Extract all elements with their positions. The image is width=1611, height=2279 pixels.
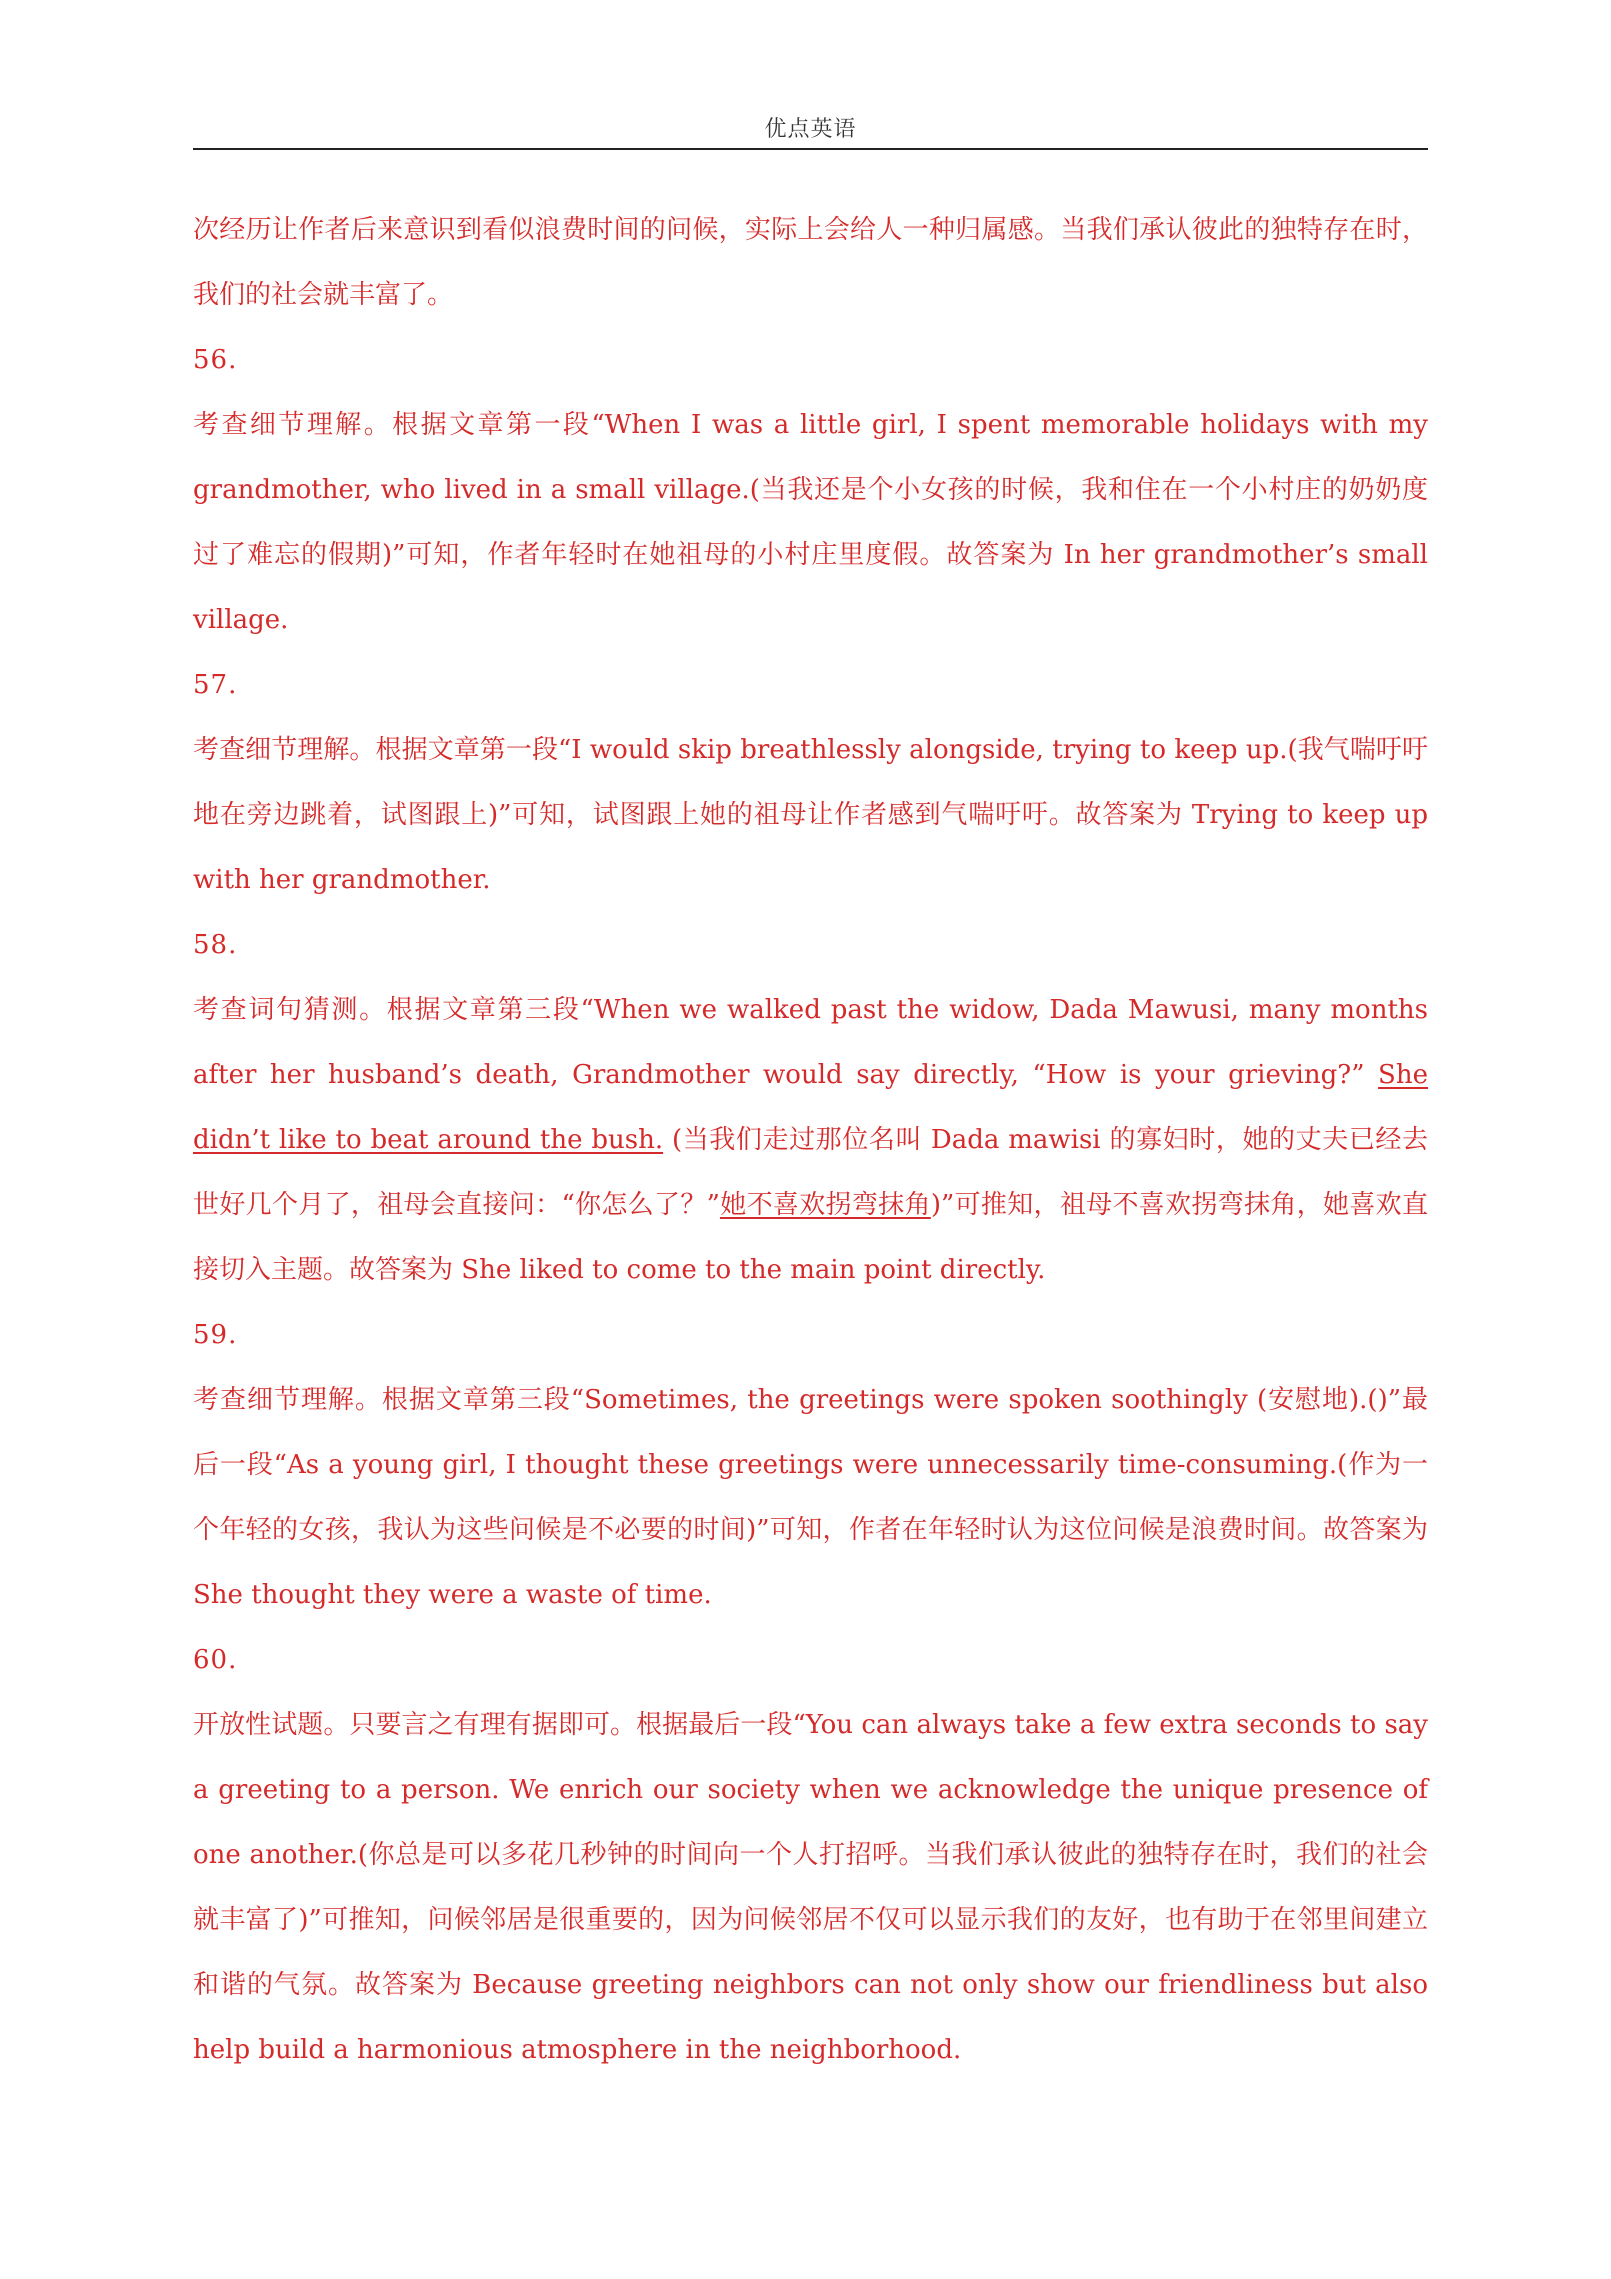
- question-58-text-part-2: (当我们走过那位名叫 Dada mawisi 的寡妇时，她的丈夫已经去世好几个月了，祖母会直接问：“你怎么了？”: [193, 1125, 1429, 1220]
- question-56-explanation: 考查细节理解。根据文章第一段“When I was a little girl, I spent memorable holidays with my grandmother, who lived in a small village.(当我还是个小女孩的时候，我和住在一个小村庄的奶奶度过了难忘的假期)”可知，作者年轻时在她祖母的小村庄里度假。故答案为 In her grandmother’s small village.: [193, 410, 1428, 635]
- question-59-explanation: 考查细节理解。根据文章第三段“Sometimes, the greetings were spoken soothingly (安慰地).()”最后一段“As a young girl, I thought these greetings were unnecessarily time-consuming.(作为一个年轻的女孩，我认为这些问候是不必要的时间)”可知，作者在年轻时认为这位问候是浪费时间。故答案为 She thought they were a waste of time.: [193, 1385, 1428, 1610]
- question-57-number: 57.: [193, 670, 238, 700]
- question-58-underlined-translation: 她不喜欢拐弯抹角: [719, 1190, 931, 1220]
- question-58-underlined-sentence: She didn’t like to beat around the bush.: [193, 1060, 1428, 1155]
- question-60-number: 60.: [193, 1645, 238, 1675]
- answer-explanations: [193, 198, 1428, 2083]
- question-58-explanation: [193, 978, 1428, 1303]
- intro-paragraph: 次经历让作者后来意识到看似浪费时间的问候，实际上会给人一种归属感。当我们承认彼此的独特存在时，我们的社会就丰富了。: [193, 215, 1428, 310]
- question-60-explanation: 开放性试题。只要言之有理有据即可。根据最后一段“You can always take a few extra seconds to say a greeting to a person. We enrich our society when we acknowledge the unique presence of one another.(你总是可以多花几秒钟的时间向一个人打招呼。当我们承认彼此的独特存在时，我们的社会就丰富了)”可推知，问候邻居是很重要的，因为问候邻居不仅可以显示我们的友好，也有助于在邻里间建立和谐的气氛。故答案为 Because greeting neighbors can not only show our friendliness but also help build a harmonious atmosphere in the neighborhood.: [193, 1710, 1428, 2065]
- question-58-number: 58.: [193, 930, 238, 960]
- header-divider: [193, 148, 1428, 150]
- question-58-text-part-3: )”可推知，祖母不喜欢拐弯抹角，她喜欢直接切入主题。故答案为 She liked to come to the main point directly.: [193, 1190, 1428, 1285]
- question-57-explanation: 考查细节理解。根据文章第一段“I would skip breathlessly alongside, trying to keep up.(我气喘吁吁地在旁边跳着，试图跟上)”可知，试图跟上她的祖母让作者感到气喘吁吁。故答案为 Trying to keep up with her grandmother.: [193, 735, 1428, 895]
- question-58-text-part-1: 考查词句猜测。根据文章第三段“When we walked past the widow, Dada Mawusi, many months after her husband’s death, Grandmother would say directly, “How is your grieving?”: [193, 995, 1428, 1090]
- question-56-number: 56.: [193, 345, 238, 375]
- page-header: 优点英语: [764, 117, 857, 142]
- question-59-number: 59.: [193, 1320, 238, 1350]
